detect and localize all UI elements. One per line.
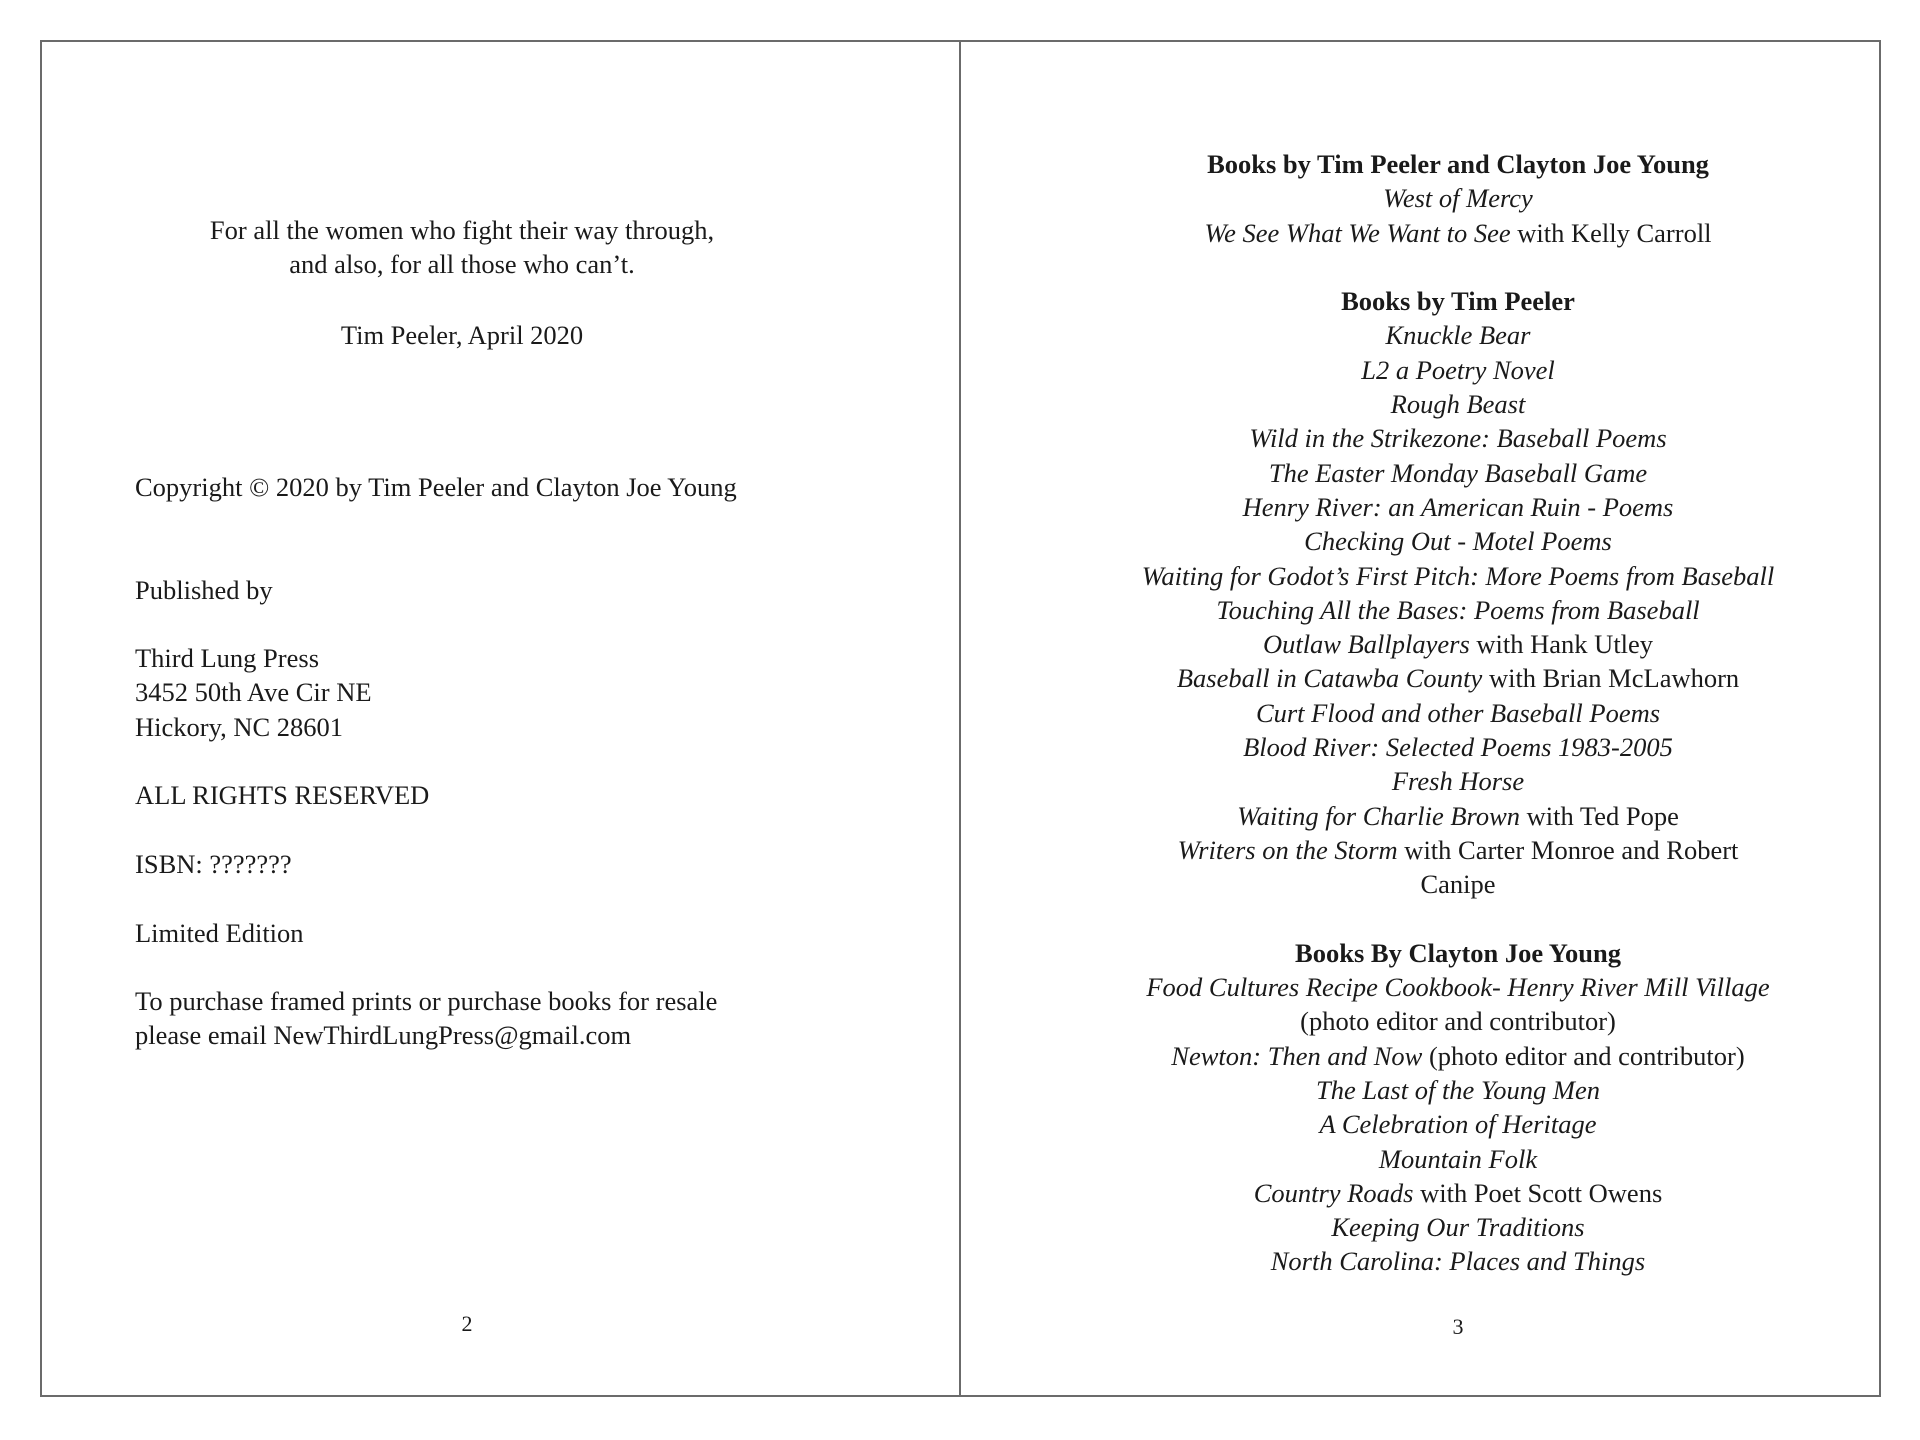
page-number: 3: [1452, 1314, 1464, 1339]
book-title: Waiting for Godot’s First Pitch: More Poems from Baseball: [1141, 560, 1775, 591]
book-entry: [1142, 1142, 1775, 1176]
dedication-line: and also, for all those who can’t.: [289, 249, 635, 279]
section-spacer: [1142, 902, 1775, 936]
book-entry: [1142, 730, 1775, 764]
publisher-city: Hickory, NC 28601: [135, 712, 344, 742]
book-note: with Ted Pope: [1520, 800, 1679, 831]
book-title: Wild in the Strikezone: Baseball Poems: [1249, 423, 1667, 454]
book-note: with Carter Monroe and Robert: [1397, 834, 1739, 865]
book-title: Baseball in Catawba County: [1176, 663, 1483, 694]
book-title: The Easter Monday Baseball Game: [1268, 457, 1648, 488]
book-title: Knuckle Bear: [1385, 320, 1531, 351]
book-entry: [1142, 1176, 1775, 1210]
book-note: with Poet Scott Owens: [1413, 1177, 1663, 1208]
book-entry: [1142, 867, 1775, 901]
book-title: Fresh Horse: [1391, 766, 1525, 797]
published-by-label: Published by: [135, 575, 273, 605]
book-entry: [1142, 387, 1775, 421]
book-entry: [1142, 764, 1775, 798]
publisher-street: 3452 50th Ave Cir NE: [135, 677, 372, 707]
book-entry: [1142, 1073, 1775, 1107]
section-spacer: [1142, 250, 1775, 284]
book-title: Writers on the Storm: [1177, 834, 1398, 865]
rights-notice: ALL RIGHTS RESERVED: [135, 780, 430, 810]
purchase-note: To purchase framed prints or purchase books for resale: [135, 986, 718, 1016]
book-entry: [1142, 593, 1775, 627]
book-entry: [1142, 181, 1775, 215]
section-heading: Books By Clayton Joe Young: [1295, 937, 1621, 968]
book-title: Outlaw Ballplayers: [1262, 629, 1470, 660]
book-entry: [1142, 696, 1775, 730]
book-entry: [1142, 627, 1775, 661]
book-list: [1142, 147, 1775, 1279]
book-note: with Kelly Carroll: [1510, 217, 1712, 248]
book-entry: [1142, 1244, 1775, 1278]
book-title: We See What We Want to See: [1204, 217, 1511, 248]
book-entry: [1142, 970, 1775, 1004]
book-title: Blood River: Selected Poems 1983-2005: [1243, 732, 1673, 763]
book-note: (photo editor and contributor): [1422, 1040, 1745, 1071]
book-title: A Celebration of Heritage: [1319, 1109, 1597, 1140]
book-entry: [1142, 661, 1775, 695]
book-note: (photo editor and contributor): [1300, 1006, 1616, 1037]
book-title: Waiting for Charlie Brown: [1237, 800, 1521, 831]
book-title: Mountain Folk: [1378, 1143, 1538, 1174]
book-entry: [1142, 216, 1775, 250]
dedication-line: For all the women who fight their way through,: [209, 215, 715, 245]
left-page: [40, 40, 961, 1397]
book-note: Canipe: [1420, 869, 1496, 900]
book-entry: [1142, 799, 1775, 833]
book-entry: [1142, 524, 1775, 558]
isbn: ISBN: ???????: [135, 849, 292, 879]
publisher-name: Third Lung Press: [135, 643, 320, 673]
book-title: Food Cultures Recipe Cookbook- Henry River Mill Village: [1146, 972, 1770, 1003]
book-entry: [1142, 1004, 1775, 1038]
dedication-signature: Tim Peeler, April 2020: [340, 320, 584, 350]
book-entry: [1142, 353, 1775, 387]
book-entry: [1142, 1039, 1775, 1073]
book-title: Rough Beast: [1390, 389, 1526, 420]
book-title: Henry River: an American Ruin - Poems: [1242, 491, 1674, 522]
book-entry: [1142, 1210, 1775, 1244]
book-entry: [1142, 456, 1775, 490]
copyright-notice: Copyright © 2020 by Tim Peeler and Clayton Joe Young: [135, 472, 737, 502]
book-note: with Brian McLawhorn: [1482, 663, 1740, 694]
book-entry: [1142, 1107, 1775, 1141]
book-entry: [1142, 490, 1775, 524]
book-title: Checking Out - Motel Poems: [1304, 526, 1612, 557]
book-entry: [1142, 318, 1775, 352]
book-entry: [1142, 833, 1775, 867]
purchase-email: please email NewThirdLungPress@gmail.com: [135, 1020, 632, 1050]
book-title: Keeping Our Traditions: [1331, 1212, 1585, 1243]
section-heading: Books by Tim Peeler and Clayton Joe Young: [1207, 149, 1709, 179]
edition-note: Limited Edition: [135, 918, 304, 948]
book-title: North Carolina: Places and Things: [1270, 1246, 1646, 1277]
right-page: [959, 40, 1881, 1397]
book-title: Touching All the Bases: Poems from Baseball: [1216, 594, 1700, 625]
page-number: 2: [461, 1311, 473, 1336]
book-title: Curt Flood and other Baseball Poems: [1255, 697, 1661, 728]
book-entry: [1142, 421, 1775, 455]
book-title: West of Mercy: [1383, 183, 1533, 214]
book-title: The Last of the Young Men: [1316, 1074, 1600, 1105]
book-note: with Hank Utley: [1469, 629, 1654, 660]
book-title: L2 a Poetry Novel: [1361, 354, 1555, 385]
section-heading: Books by Tim Peeler: [1341, 286, 1575, 317]
book-title: Newton: Then and Now: [1171, 1040, 1423, 1071]
book-title: Country Roads: [1253, 1177, 1414, 1208]
book-entry: [1142, 559, 1775, 593]
